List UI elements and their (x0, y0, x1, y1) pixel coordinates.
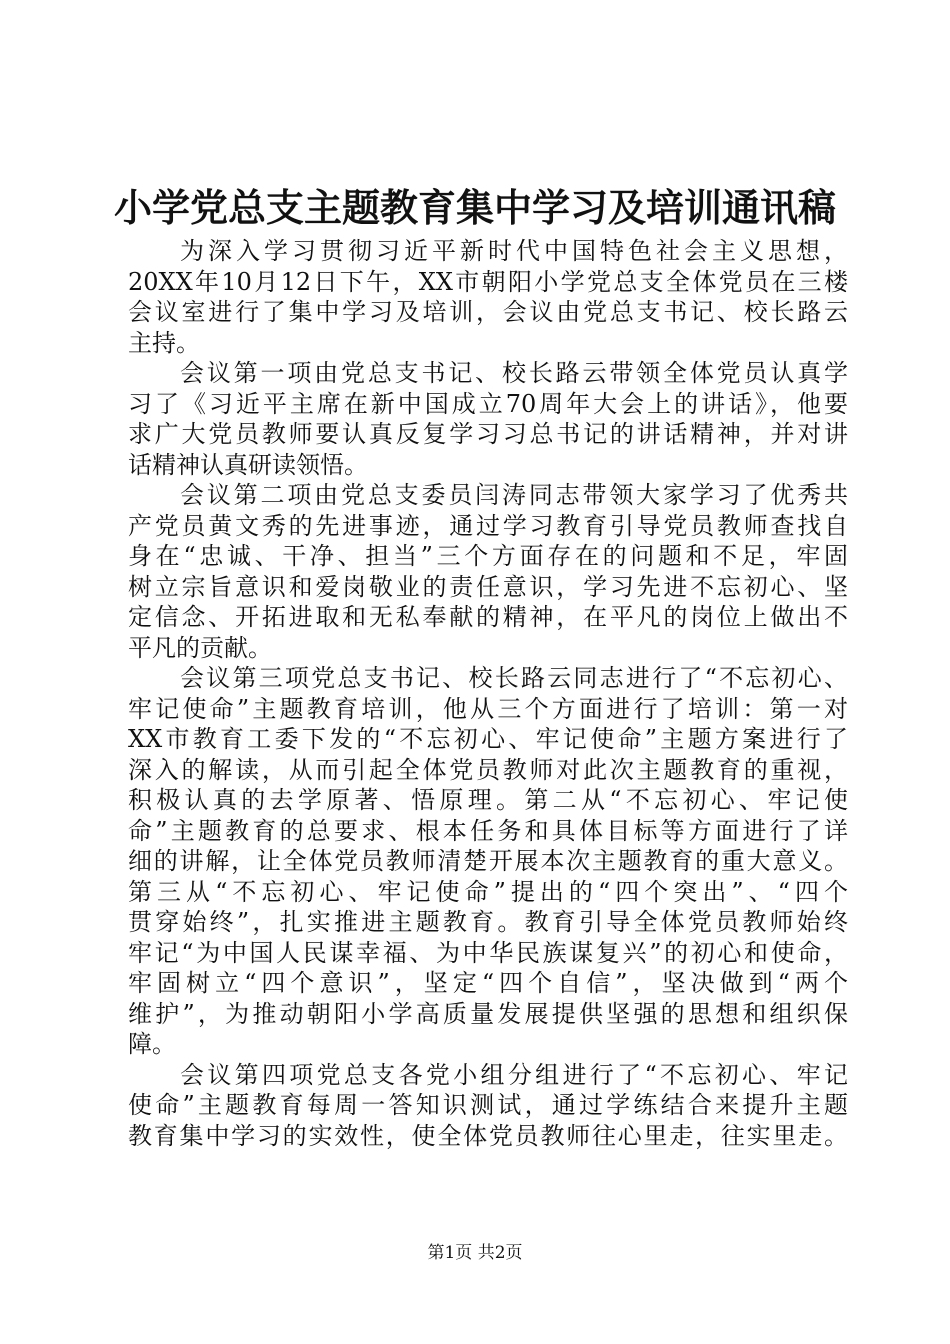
paragraph-line: 产党员黄文秀的先进事迹，通过学习教育引导党员教师查找自 (128, 511, 848, 540)
paragraph-line: 为深入学习贯彻习近平新时代中国特色社会主义思想， (180, 237, 848, 265)
paragraph-line: 命”主题教育的总要求、根本任务和具体目标等方面进行了详 (128, 816, 848, 845)
paragraph-line: 树立宗旨意识和爱岗敬业的责任意识，学习先进不忘初心、坚 (128, 572, 848, 601)
paragraph-line: 平凡的贡献。 (128, 633, 272, 662)
paragraph-line: 会议第四项党总支各党小组分组进行了“不忘初心、牢记 (180, 1060, 848, 1089)
paragraph-line: 使命”主题教育每周一答知识测试，通过学练结合来提升主题 (128, 1091, 848, 1119)
paragraph-2 (128, 358, 848, 480)
paragraph-3 (128, 480, 848, 663)
paragraph-line: 身在“忠诚、干净、担当”三个方面存在的问题和不足，牢固 (128, 542, 848, 570)
paragraph-5 (128, 1060, 848, 1152)
document-title: 小学党总支主题教育集中学习及培训通讯稿 (113, 185, 836, 230)
paragraph-line: 求广大党员教师要认真反复学习习总书记的讲话精神，并对讲 (128, 420, 848, 448)
paragraph-line: 会议第三项党总支书记、校长路云同志进行了“不忘初心、 (180, 664, 848, 692)
paragraph-line: 教育集中学习的实效性，使全体党员教师往心里走，往实里走。 (128, 1121, 848, 1150)
paragraph-line: 牢记使命”主题教育培训，他从三个方面进行了培训：第一对 (128, 694, 848, 723)
paragraph-line: 会议室进行了集中学习及培训，会议由党总支书记、校长路云 (128, 298, 848, 326)
paragraph-line: 主持。 (128, 328, 200, 357)
document-body (128, 236, 848, 1151)
paragraph-line: 第三从“不忘初心、牢记使命”提出的“四个突出”、“四个 (128, 877, 848, 906)
paragraph-line: 障。 (128, 1030, 176, 1058)
paragraph-4 (128, 663, 848, 1060)
paragraph-line: 会议第二项由党总支委员闫涛同志带领大家学习了优秀共 (180, 481, 848, 509)
paragraph-line: 习了《习近平主席在新中国成立70周年大会上的讲话》，他要 (128, 389, 848, 418)
paragraph-line: 牢固树立“四个意识”，坚定“四个自信”，坚决做到“两个 (128, 969, 848, 997)
paragraph-line: XX市教育工委下发的“不忘初心、牢记使命”主题方案进行了 (128, 725, 848, 753)
paragraph-line: 细的讲解，让全体党员教师清楚开展本次主题教育的重大意义。 (128, 847, 848, 875)
page-number-footer: 第1页 共2页 (427, 1243, 523, 1263)
paragraph-line: 话精神认真研读领悟。 (128, 450, 368, 479)
paragraph-line: 20XX年10月12日下午，XX市朝阳小学党总支全体党员在三楼 (128, 267, 848, 296)
paragraph-1 (128, 236, 848, 358)
paragraph-line: 定信念、开拓进取和无私奉献的精神，在平凡的岗位上做出不 (128, 603, 848, 631)
paragraph-line: 深入的解读，从而引起全体党员教师对此次主题教育的重视， (128, 755, 848, 784)
paragraph-line: 贯穿始终”，扎实推进主题教育。教育引导全体党员教师始终 (128, 908, 848, 936)
paragraph-line: 维护”，为推动朝阳小学高质量发展提供坚强的思想和组织保 (128, 999, 848, 1028)
paragraph-line: 会议第一项由党总支书记、校长路云带领全体党员认真学 (180, 359, 848, 387)
paragraph-line: 牢记“为中国人民谋幸福、为中华民族谋复兴”的初心和使命， (128, 938, 848, 967)
paragraph-line: 积极认真的去学原著、悟原理。第二从“不忘初心、牢记使 (128, 786, 848, 814)
